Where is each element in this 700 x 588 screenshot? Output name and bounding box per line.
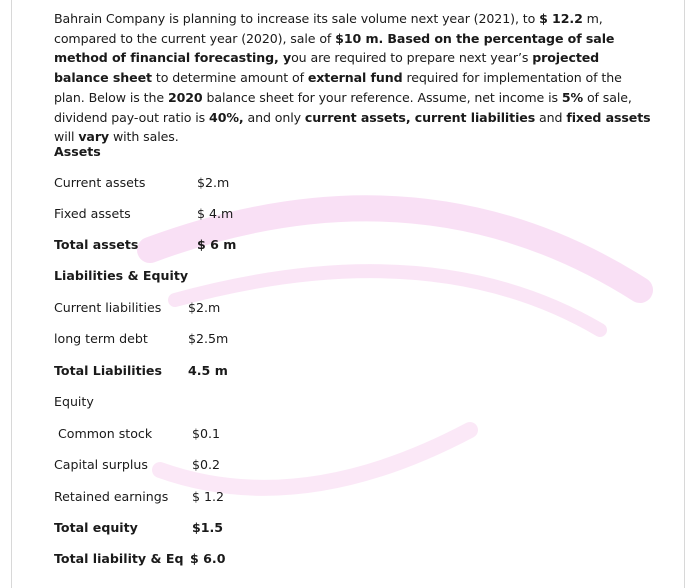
current-assets-label: Current assets [54, 175, 146, 190]
total-liabilities-label: Total Liabilities [54, 363, 162, 378]
equity-heading: Equity [54, 394, 94, 409]
fixed-assets-label: Fixed assets [54, 206, 131, 221]
current-liabilities-value: $2.m [188, 300, 221, 315]
problem-statement: Bahrain Company is planning to increase its sale volume next year (2021), to $ 12.2 m, compared to the current year (2020), sale of $10 m. Based on the percentage of sale method of financial forecasting, you are required to prepare next year’s projected balance sheet to determine amount of external fund required for implementation of the plan. Below is the 2020 balance sheet for your reference. Assume, net income is 5% of sale, dividend pay-out ratio is 40%, and only current assets, current liabilities and fixed assets will vary with sales. [54, 11, 651, 145]
common-stock-label: Common stock [58, 426, 153, 441]
liabilities-equity-heading: Liabilities & Equity [54, 268, 189, 283]
page-border-left [11, 0, 12, 588]
total-assets-value: $ 6 m [197, 237, 237, 252]
retained-earnings-value: $ 1.2 [192, 489, 225, 504]
current-assets-value: $2.m [197, 175, 230, 190]
total-equity-value: $1.5 [192, 520, 224, 535]
page-border-right [684, 0, 685, 588]
total-assets-label: Total assets [54, 237, 139, 252]
capital-surplus-value: $0.2 [192, 457, 221, 472]
long-term-debt-label: long term debt [54, 331, 148, 346]
total-liability-eq-label: Total liability & Eq [54, 551, 184, 566]
retained-earnings-label: Retained earnings [54, 489, 169, 504]
capital-surplus-label: Capital surplus [54, 457, 148, 472]
fixed-assets-value: $ 4.m [197, 206, 234, 221]
assets-heading: Assets [54, 144, 101, 159]
total-liability-eq-value: $ 6.0 [190, 551, 226, 566]
long-term-debt-value: $2.5m [188, 331, 229, 346]
total-equity-label: Total equity [54, 520, 138, 535]
total-liabilities-value: 4.5 m [188, 363, 228, 378]
common-stock-value: $0.1 [192, 426, 221, 441]
current-liabilities-label: Current liabilities [54, 300, 162, 315]
